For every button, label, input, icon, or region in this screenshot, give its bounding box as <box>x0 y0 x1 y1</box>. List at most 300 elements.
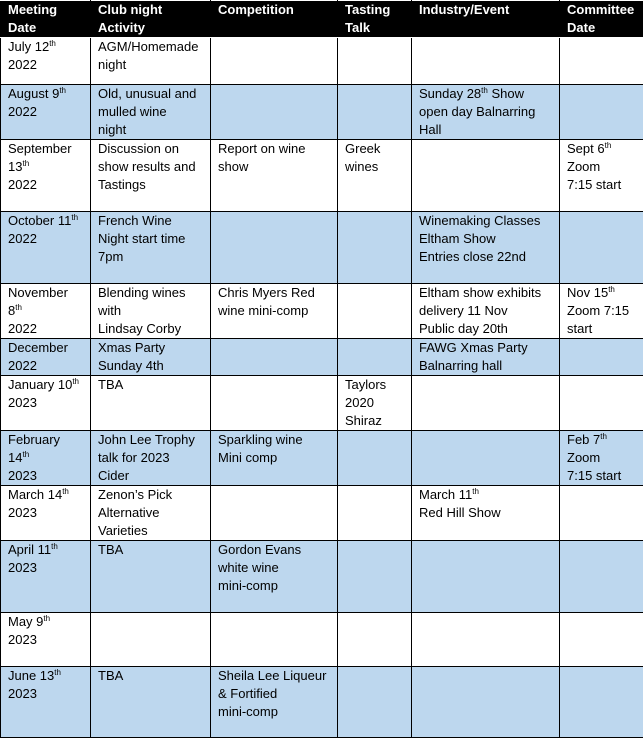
cell-text-part: 2022 <box>8 104 37 119</box>
cell-text-part: John Lee Trophy <box>98 432 195 447</box>
cell-text-part: Winemaking Classes <box>419 213 540 228</box>
cell-text <box>8 103 86 121</box>
cell-text <box>419 103 555 121</box>
cell-text <box>98 158 206 176</box>
cell-text-part: Entries close 22nd <box>419 249 526 264</box>
table-row <box>1 339 643 376</box>
cell-text-part: Tastings <box>98 177 146 192</box>
cell-text-part: Eltham show exhibits <box>419 285 541 300</box>
cell-text <box>98 38 206 56</box>
cell-tasting-talk <box>338 284 412 339</box>
ordinal-suffix: th <box>22 159 29 168</box>
cell-club-night-activity <box>91 486 211 541</box>
cell-text <box>8 541 86 559</box>
cell-text <box>8 504 86 522</box>
cell-text <box>98 339 206 357</box>
cell-text <box>345 140 407 158</box>
cell-text <box>98 357 206 375</box>
cell-text <box>218 559 333 577</box>
cell-text-part: 2023 <box>8 395 37 410</box>
column-header-industry-event <box>412 1 560 38</box>
table-row <box>1 284 643 339</box>
cell-text-part: 2022 <box>8 231 37 246</box>
cell-industry-event <box>412 486 560 541</box>
cell-text-part: March 11 <box>419 487 472 502</box>
cell-text-part: Hall <box>419 122 441 137</box>
cell-text-part: 2023 <box>8 468 37 483</box>
cell-text <box>98 212 206 230</box>
cell-text <box>98 230 206 248</box>
cell-text <box>8 230 86 248</box>
cell-text <box>419 121 555 139</box>
cell-text-part: January 10 <box>8 377 72 392</box>
cell-text-part: Zoom <box>567 159 600 174</box>
cell-text-part: 2022 <box>8 358 37 373</box>
cell-industry-event <box>412 140 560 212</box>
cell-text-part: TBA <box>98 377 123 392</box>
cell-text-part: 2022 <box>8 57 37 72</box>
cell-text <box>8 56 86 74</box>
table-row <box>1 376 643 431</box>
cell-text-part: June 13 <box>8 668 54 683</box>
cell-tasting-talk <box>338 431 412 486</box>
cell-club-night-activity <box>91 284 211 339</box>
cell-text <box>8 38 86 56</box>
cell-text <box>218 703 333 721</box>
cell-text-part: Zenon’s Pick <box>98 487 172 502</box>
cell-committee-date <box>560 339 643 376</box>
table-row <box>1 431 643 486</box>
cell-competition <box>211 541 338 613</box>
cell-industry-event <box>412 613 560 667</box>
cell-text <box>98 103 206 121</box>
cell-tasting-talk <box>338 212 412 284</box>
table-row <box>1 541 643 613</box>
ordinal-suffix: th <box>600 432 607 441</box>
ordinal-suffix: th <box>59 86 66 95</box>
cell-text <box>419 248 555 266</box>
cell-text <box>98 376 206 394</box>
cell-text-part: Report on wine <box>218 141 305 156</box>
cell-text-part: Zoom 7:15 <box>567 303 629 318</box>
cell-text-part: Xmas Party <box>98 340 165 355</box>
cell-text-part: delivery 11 Nov <box>419 303 508 318</box>
cell-text-part: AGM/Homemade <box>98 39 198 54</box>
cell-text <box>567 140 639 158</box>
cell-text-part: Lindsay Corby <box>98 321 181 336</box>
cell-text <box>98 504 206 522</box>
cell-text-part: September <box>8 141 72 156</box>
cell-text <box>98 449 206 467</box>
cell-text <box>567 431 639 449</box>
cell-club-night-activity <box>91 376 211 431</box>
cell-text <box>98 176 206 194</box>
cell-meeting-date <box>1 284 91 339</box>
cell-text-part: talk for 2023 <box>98 450 170 465</box>
ordinal-suffix: th <box>22 450 29 459</box>
cell-meeting-date <box>1 212 91 284</box>
cell-club-night-activity <box>91 38 211 85</box>
cell-text-part: Zoom <box>567 450 600 465</box>
header-row <box>1 1 643 38</box>
cell-text <box>567 302 639 320</box>
ordinal-suffix: th <box>62 487 69 496</box>
cell-text <box>8 631 86 649</box>
cell-tasting-talk <box>338 376 412 431</box>
cell-text-part: 2023 <box>8 686 37 701</box>
cell-committee-date <box>560 85 643 140</box>
cell-club-night-activity <box>91 212 211 284</box>
cell-text <box>8 284 86 302</box>
cell-text <box>8 85 86 103</box>
cell-text-part: August 9 <box>8 86 59 101</box>
cell-text-part: Feb 7 <box>567 432 600 447</box>
cell-text-part: Sept 6 <box>567 141 605 156</box>
cell-text-part: Alternative <box>98 505 159 520</box>
cell-text-part: mini-comp <box>218 578 278 593</box>
cell-text <box>98 486 206 504</box>
cell-text <box>218 284 333 302</box>
cell-club-night-activity <box>91 613 211 667</box>
cell-text <box>567 158 639 176</box>
header-text: Activity <box>98 19 206 37</box>
cell-text-part: 7:15 start <box>567 177 621 192</box>
cell-text-part: Blending wines <box>98 285 185 300</box>
cell-text-part: Discussion on <box>98 141 179 156</box>
cell-industry-event <box>412 667 560 738</box>
header-text: Meeting <box>8 1 86 19</box>
cell-text <box>98 284 206 302</box>
cell-text <box>218 140 333 158</box>
cell-tasting-talk <box>338 541 412 613</box>
cell-industry-event <box>412 431 560 486</box>
cell-competition <box>211 486 338 541</box>
cell-text <box>567 284 639 302</box>
cell-text-part: Balnarring hall <box>419 358 502 373</box>
cell-text-part: Eltham Show <box>419 231 496 246</box>
cell-text-part: April 11 <box>8 542 51 557</box>
cell-industry-event <box>412 541 560 613</box>
cell-text <box>8 302 86 320</box>
cell-competition <box>211 376 338 431</box>
cell-text-part: mulled wine <box>98 104 167 119</box>
cell-text-part: start <box>567 321 592 336</box>
cell-text-part: 8 <box>8 303 15 318</box>
cell-text <box>98 140 206 158</box>
cell-meeting-date <box>1 140 91 212</box>
cell-text <box>419 212 555 230</box>
column-header-competition <box>211 1 338 38</box>
cell-text <box>419 230 555 248</box>
cell-text-part: Sunday 4th <box>98 358 164 373</box>
cell-text-part: Night start time <box>98 231 185 246</box>
cell-text <box>218 667 333 685</box>
cell-tasting-talk <box>338 140 412 212</box>
header-text: Date <box>567 19 639 37</box>
cell-text-part: Shiraz <box>345 413 382 428</box>
cell-competition <box>211 431 338 486</box>
cell-text <box>218 302 333 320</box>
cell-competition <box>211 140 338 212</box>
cell-text <box>8 394 86 412</box>
cell-text-part: Nov 15 <box>567 285 608 300</box>
table-row <box>1 613 643 667</box>
table-row <box>1 140 643 212</box>
cell-text-part: with <box>98 303 121 318</box>
ordinal-suffix: th <box>43 614 50 623</box>
cell-competition <box>211 667 338 738</box>
cell-competition <box>211 212 338 284</box>
cell-text-part: Varieties <box>98 523 148 538</box>
cell-text-part: show results and <box>98 159 196 174</box>
cell-text <box>345 412 407 430</box>
cell-tasting-talk <box>338 38 412 85</box>
cell-meeting-date <box>1 376 91 431</box>
cell-meeting-date <box>1 541 91 613</box>
cell-text <box>345 394 407 412</box>
ordinal-suffix: th <box>481 86 488 95</box>
cell-text <box>98 320 206 338</box>
cell-text-part: 2023 <box>8 560 37 575</box>
ordinal-suffix: th <box>472 487 479 496</box>
cell-text-part: November <box>8 285 68 300</box>
cell-text <box>8 357 86 375</box>
cell-text <box>98 431 206 449</box>
cell-text-part: 13 <box>8 159 22 174</box>
cell-text <box>98 541 206 559</box>
cell-committee-date <box>560 284 643 339</box>
cell-text-part: 2022 <box>8 177 37 192</box>
cell-text <box>419 357 555 375</box>
cell-text <box>8 467 86 485</box>
cell-competition <box>211 339 338 376</box>
cell-text <box>8 140 86 158</box>
cell-text <box>567 449 639 467</box>
cell-text-part: white wine <box>218 560 279 575</box>
ordinal-suffix: th <box>49 39 56 48</box>
cell-text <box>98 248 206 266</box>
ordinal-suffix: th <box>54 668 61 677</box>
cell-text-part: Sheila Lee Liqueur <box>218 668 326 683</box>
cell-text-part: July 12 <box>8 39 49 54</box>
cell-text-part: May 9 <box>8 614 43 629</box>
cell-industry-event <box>412 339 560 376</box>
cell-text-part: October 11 <box>8 213 71 228</box>
ordinal-suffix: th <box>72 377 79 386</box>
cell-committee-date <box>560 541 643 613</box>
cell-text <box>218 685 333 703</box>
cell-text <box>8 176 86 194</box>
cell-text <box>218 449 333 467</box>
cell-text <box>8 158 86 176</box>
table-row <box>1 85 643 140</box>
header-text: Committee <box>567 1 639 19</box>
cell-text-part: March 14 <box>8 487 62 502</box>
ordinal-suffix: th <box>15 303 22 312</box>
cell-text <box>98 667 206 685</box>
cell-club-night-activity <box>91 667 211 738</box>
cell-text-part: Red Hill Show <box>419 505 501 520</box>
header-text: Tasting <box>345 1 407 19</box>
cell-text-part: 7pm <box>98 249 123 264</box>
cell-text <box>419 284 555 302</box>
cell-tasting-talk <box>338 667 412 738</box>
header-text: Talk <box>345 19 407 37</box>
cell-text <box>345 158 407 176</box>
cell-text-part: night <box>98 57 126 72</box>
cell-meeting-date <box>1 486 91 541</box>
cell-text <box>419 302 555 320</box>
cell-text-part: & Fortified <box>218 686 277 701</box>
cell-committee-date <box>560 212 643 284</box>
table-row <box>1 486 643 541</box>
cell-text <box>419 320 555 338</box>
cell-competition <box>211 38 338 85</box>
cell-committee-date <box>560 431 643 486</box>
cell-club-night-activity <box>91 431 211 486</box>
cell-text-part: February <box>8 432 60 447</box>
cell-text <box>8 559 86 577</box>
cell-committee-date <box>560 667 643 738</box>
column-header-committee-date <box>560 1 643 38</box>
cell-industry-event <box>412 376 560 431</box>
cell-text <box>98 302 206 320</box>
cell-text-part: Gordon Evans <box>218 542 301 557</box>
cell-tasting-talk <box>338 339 412 376</box>
cell-text <box>98 467 206 485</box>
cell-text <box>218 541 333 559</box>
cell-tasting-talk <box>338 486 412 541</box>
cell-text <box>567 467 639 485</box>
ordinal-suffix: th <box>605 141 612 150</box>
cell-club-night-activity <box>91 140 211 212</box>
cell-text-part: Cider <box>98 468 129 483</box>
ordinal-suffix: th <box>71 213 78 222</box>
cell-text-part: December <box>8 340 68 355</box>
cell-text-part: Show <box>488 86 524 101</box>
cell-text <box>98 522 206 540</box>
cell-text-part: 7:15 start <box>567 468 621 483</box>
cell-text <box>8 685 86 703</box>
cell-text <box>98 56 206 74</box>
cell-text-part: Greek <box>345 141 380 156</box>
cell-text-part: 14 <box>8 450 22 465</box>
cell-text-part: Chris Myers Red <box>218 285 315 300</box>
cell-meeting-date <box>1 613 91 667</box>
cell-text-part: wines <box>345 159 378 174</box>
cell-text <box>8 449 86 467</box>
cell-committee-date <box>560 38 643 85</box>
header-text: Competition <box>218 1 333 19</box>
cell-text <box>419 504 555 522</box>
cell-text-part: night <box>98 122 126 137</box>
cell-committee-date <box>560 486 643 541</box>
cell-committee-date <box>560 613 643 667</box>
cell-text-part: Mini comp <box>218 450 277 465</box>
cell-text-part: Sunday 28 <box>419 86 481 101</box>
ordinal-suffix: th <box>51 542 58 551</box>
cell-text <box>8 339 86 357</box>
table-header <box>1 1 643 38</box>
table-row <box>1 212 643 284</box>
cell-text-part: 2023 <box>8 505 37 520</box>
cell-text <box>567 176 639 194</box>
cell-meeting-date <box>1 339 91 376</box>
cell-competition <box>211 613 338 667</box>
header-text: Industry/Event <box>419 1 555 19</box>
cell-text-part: FAWG Xmas Party <box>419 340 528 355</box>
cell-club-night-activity <box>91 339 211 376</box>
cell-meeting-date <box>1 38 91 85</box>
header-text: Date <box>8 19 86 37</box>
cell-meeting-date <box>1 667 91 738</box>
cell-text <box>345 376 407 394</box>
cell-text <box>419 85 555 103</box>
table-row <box>1 667 643 738</box>
cell-tasting-talk <box>338 85 412 140</box>
table-body <box>1 38 643 738</box>
cell-text-part: 2023 <box>8 632 37 647</box>
cell-text <box>98 121 206 139</box>
cell-text <box>8 486 86 504</box>
cell-text-part: Sparkling wine <box>218 432 303 447</box>
cell-text <box>567 320 639 338</box>
cell-text-part: TBA <box>98 542 123 557</box>
cell-committee-date <box>560 140 643 212</box>
cell-text-part: French Wine <box>98 213 172 228</box>
cell-text <box>8 667 86 685</box>
cell-meeting-date <box>1 431 91 486</box>
cell-text <box>8 376 86 394</box>
cell-text-part: open day Balnarring <box>419 104 535 119</box>
column-header-club-night-activity <box>91 1 211 38</box>
ordinal-suffix: th <box>608 285 615 294</box>
column-header-meeting-date <box>1 1 91 38</box>
cell-industry-event <box>412 38 560 85</box>
cell-text-part: wine mini-comp <box>218 303 308 318</box>
cell-text-part: TBA <box>98 668 123 683</box>
cell-industry-event <box>412 212 560 284</box>
cell-text <box>8 212 86 230</box>
cell-club-night-activity <box>91 541 211 613</box>
cell-text-part: 2020 <box>345 395 374 410</box>
cell-text-part: mini-comp <box>218 704 278 719</box>
cell-text <box>218 431 333 449</box>
cell-text <box>8 320 86 338</box>
cell-text <box>218 158 333 176</box>
cell-text-part: Taylors <box>345 377 386 392</box>
cell-club-night-activity <box>91 85 211 140</box>
cell-text <box>8 431 86 449</box>
cell-meeting-date <box>1 85 91 140</box>
cell-text <box>218 577 333 595</box>
cell-committee-date <box>560 376 643 431</box>
cell-text-part: Public day 20th <box>419 321 508 336</box>
cell-text <box>419 486 555 504</box>
header-text: Club night <box>98 1 206 19</box>
cell-text-part: show <box>218 159 248 174</box>
cell-text <box>98 85 206 103</box>
cell-competition <box>211 284 338 339</box>
cell-text <box>419 339 555 357</box>
cell-text-part: 2022 <box>8 321 37 336</box>
cell-competition <box>211 85 338 140</box>
cell-text-part: Old, unusual and <box>98 86 196 101</box>
column-header-tasting-talk <box>338 1 412 38</box>
cell-industry-event <box>412 284 560 339</box>
cell-industry-event <box>412 85 560 140</box>
cell-tasting-talk <box>338 613 412 667</box>
